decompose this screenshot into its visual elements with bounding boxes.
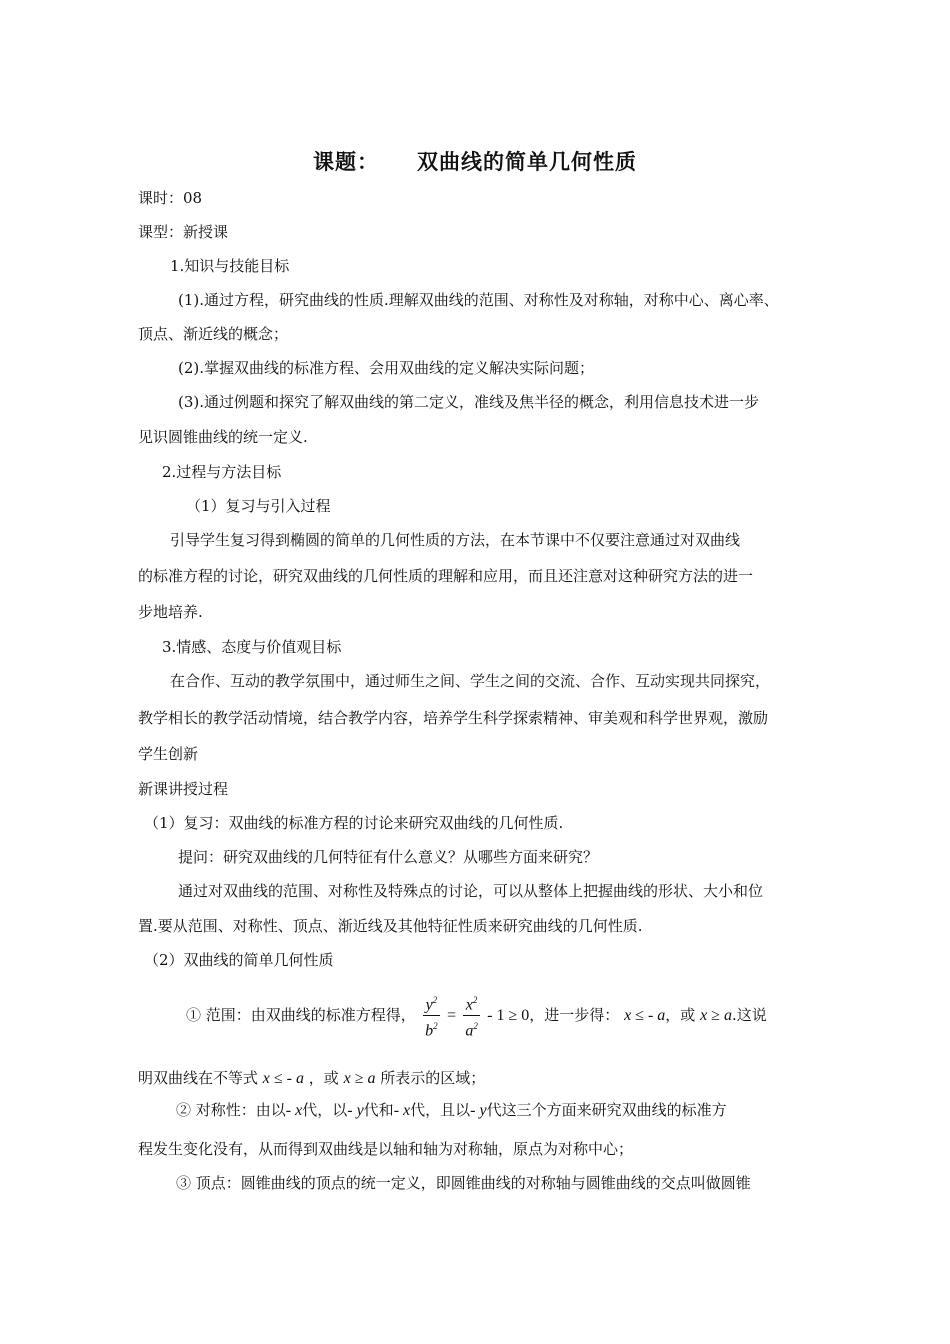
- exponent: 2: [433, 1021, 438, 1032]
- text-run: ，或: [665, 1005, 696, 1024]
- frac-den: a: [465, 1022, 474, 1040]
- math-expr: - y: [347, 1102, 364, 1119]
- paragraph-line: (2).掌握双曲线的标准方程、会用双曲线的定义解决实际问题；: [178, 359, 595, 377]
- paragraph-line: 学生创新: [138, 745, 199, 763]
- math-expr: x ≤ - a: [624, 1006, 666, 1024]
- exponent: 2: [472, 995, 478, 1005]
- paragraph-line: 步地培养.: [138, 603, 203, 621]
- math-expr: - 1 ≥ 0: [487, 1006, 530, 1024]
- goal-heading-3: 3.情感、态度与价值观目标: [162, 638, 342, 656]
- lesson-type: 课型：新授课: [138, 223, 229, 241]
- paragraph-line: (3).通过例题和探究了解双曲线的第二定义，准线及焦半径的概念，利用信息技术进一步: [178, 393, 760, 411]
- text-run: 代和: [363, 1101, 394, 1119]
- paragraph-line: 见识圆锥曲线的统一定义.: [138, 428, 308, 446]
- paragraph-line: 顶点、渐近线的概念；: [138, 325, 289, 343]
- exponent: 2: [473, 1021, 478, 1032]
- text-run: .这说: [731, 1005, 767, 1024]
- text-run: ，进一步得：: [529, 1005, 620, 1024]
- fraction-x-over-a: [463, 990, 481, 1042]
- paragraph-line: 的标准方程的讨论，研究双曲线的几何性质的理解和应用，而且还注意对这种研究方法的进一: [138, 567, 754, 585]
- vertex-line: ③ 顶点：圆锥曲线的顶点的统一定义，即圆锥曲线的对称轴与圆锥曲线的交点叫做圆锥: [176, 1174, 751, 1192]
- symmetry-line: [176, 1100, 727, 1121]
- paragraph-line: 引导学生复习得到椭圆的简单的几何性质的方法，在本节课中不仅要注意通过对双曲线: [170, 531, 741, 549]
- paragraph-line: 教学相长的教学活动情境，结合教学内容，培养学生科学探索精神、审美观和科学世界观，激励: [138, 709, 769, 727]
- goal-heading-2: 2.过程与方法目标: [162, 463, 282, 481]
- paragraph-line: （2）双曲线的简单几何性质: [144, 951, 334, 969]
- math-expr: x ≥ a: [343, 1070, 376, 1087]
- goal-heading-1: 1.知识与技能目标: [170, 257, 290, 275]
- text-run: 代这三个方面来研究双曲线的标准方: [486, 1101, 727, 1119]
- paragraph-line: 通过对双曲线的范围、对称性及特殊点的讨论，可以从整体上把握曲线的形状、大小和位: [178, 882, 764, 900]
- text-run: ，或: [308, 1069, 339, 1087]
- math-expr: - y: [470, 1102, 487, 1119]
- text-run: 代，以: [302, 1101, 348, 1119]
- math-expr: - x: [393, 1102, 411, 1119]
- paragraph-line: （1）复习：双曲线的标准方程的讨论来研究双曲线的几何性质.: [144, 814, 564, 832]
- paragraph-line: 在合作、互动的教学氛围中，通过师生之间、学生之间的交流、合作、互动实现共同探究，: [170, 672, 771, 690]
- fraction-y-over-b: [423, 990, 441, 1042]
- range-label: ① 范围：由双曲线的标准方程得，: [186, 1005, 416, 1024]
- sub-heading: （1）复习与引入过程: [186, 497, 331, 515]
- title-text: 双曲线的简单几何性质: [417, 150, 637, 174]
- frac-num: x: [465, 996, 473, 1014]
- paragraph-line: 提问：研究双曲线的几何特征有什么意义？从哪些方面来研究？: [178, 848, 599, 866]
- frac-num: y: [425, 996, 433, 1014]
- lesson-hours: 课时：08: [138, 189, 203, 207]
- equals-sign: =: [446, 1006, 456, 1024]
- paragraph-line: (1).通过方程，研究曲线的性质.理解双曲线的范围、对称性及对称轴，对称中心、离心率、: [178, 291, 779, 309]
- math-expr: - x: [285, 1102, 303, 1119]
- symmetry-line-2: 程发生变化没有，从而得到双曲线是以轴和轴为对称轴，原点为对称中心；: [138, 1140, 634, 1158]
- text-run: 明双曲线在不等式: [138, 1069, 259, 1087]
- text-run: ② 对称性：由以: [176, 1101, 286, 1119]
- title-prefix: 课题：: [313, 150, 379, 174]
- section-heading: 新课讲授过程: [138, 780, 229, 798]
- exponent: 2: [432, 995, 438, 1005]
- text-run: 所表示的区域；: [380, 1069, 486, 1087]
- range-property-line-2: [138, 1068, 485, 1089]
- math-expr: x ≤ - a: [262, 1070, 305, 1087]
- page-title: [0, 146, 950, 176]
- range-property-line: [186, 990, 767, 1042]
- text-run: 代，且以: [410, 1101, 471, 1119]
- math-expr: x ≥ a: [700, 1006, 732, 1024]
- frac-den: b: [425, 1022, 434, 1040]
- paragraph-line: 置.要从范围、对称性、顶点、渐近线及其他特征性质来研究曲线的几何性质.: [138, 917, 643, 935]
